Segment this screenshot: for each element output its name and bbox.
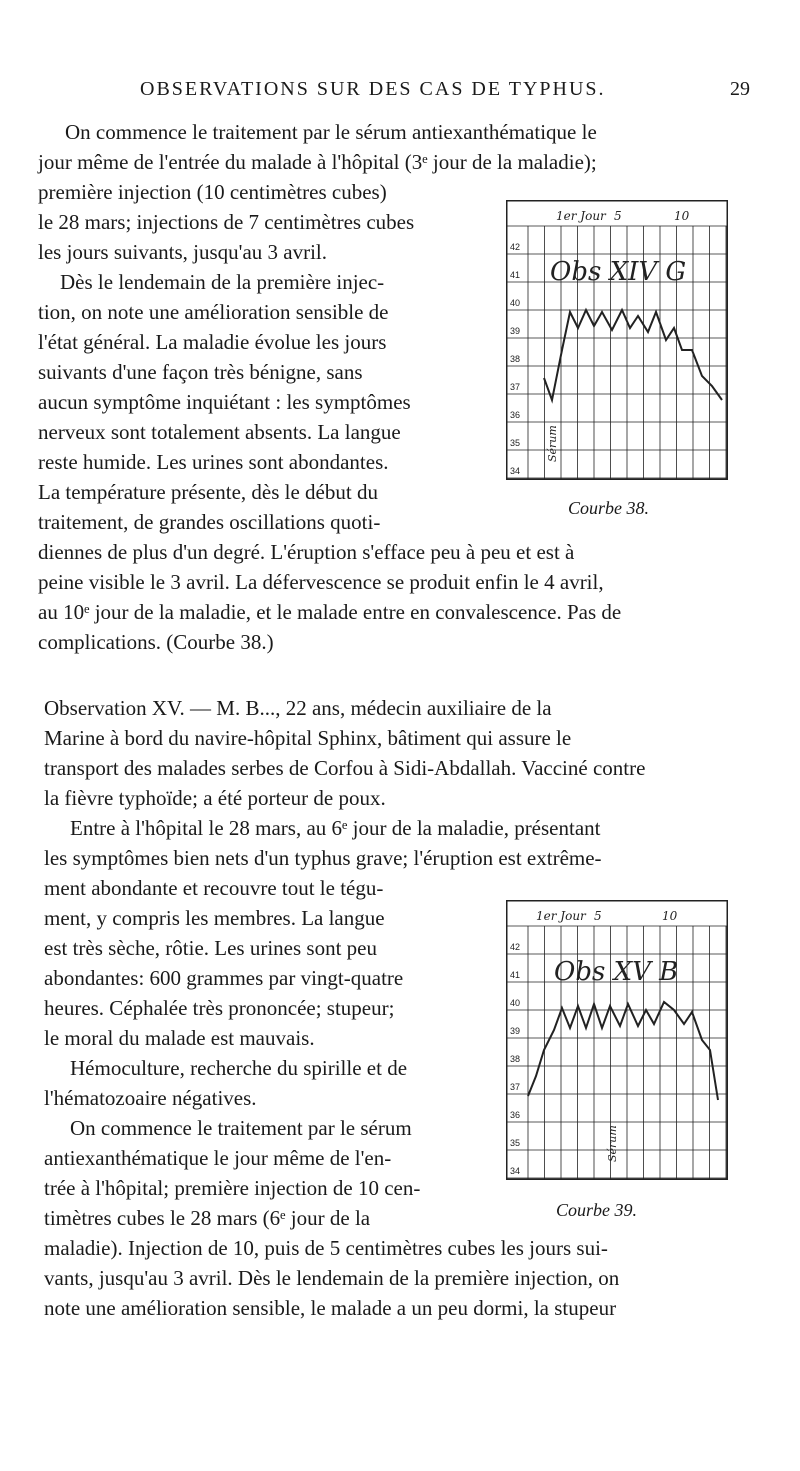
day-10-mark: 10 [674,209,690,223]
text-line: ment, y compris les membres. La langue [44,906,385,930]
text-line: le 28 mars; injections de 7 centimètres cubes [38,210,415,234]
tick-37: 37 [510,1082,521,1092]
text-line: ment abondante et recouvre tout le tégu- [44,876,384,900]
text-line: reste humide. Les urines sont abondantes. [38,450,389,474]
text-line: abondantes: 600 grammes par vingt-quatre [44,966,404,990]
figure-caption-38: Courbe 38. [568,498,649,518]
text-line: peine visible le 3 avril. La défervescence se produit enfin le 4 avril, [38,570,604,594]
text-line: Entre à l'hôpital le 28 mars, au 6ᵉ jour de la maladie, présentant [70,816,601,840]
text-line: l'hématozoaire négatives. [44,1086,257,1110]
running-title: OBSERVATIONS SUR DES CAS DE TYPHUS. [140,78,606,100]
text-line: trée à l'hôpital; première injection de 10 cen- [44,1176,421,1200]
text-line: Marine à bord du navire-hôpital Sphinx, bâtiment qui assure le [44,726,572,750]
tick-38: 38 [510,1054,521,1064]
text-line: transport des malades serbes de Corfou à Sidi-Abdallah. Vacciné contre [44,756,646,780]
text-line: traitement, de grandes oscillations quoti- [38,510,381,534]
day-10-mark: 10 [662,909,678,923]
text-line: aucun symptôme inquiétant : les symptômes [38,390,411,414]
text-line: heures. Céphalée très prononcée; stupeur; [44,996,395,1020]
text-line: On commence le traitement par le sérum antiexanthématique le [65,120,597,144]
text-line: le moral du malade est mauvais. [44,1026,315,1050]
text-line: Observation XV. — M. B..., 22 ans, médecin auxiliaire de la [44,696,552,720]
text-line: nerveux sont totalement absents. La langue [38,420,401,444]
text-line: Dès le lendemain de la première injec- [60,270,385,294]
tick-36: 36 [510,410,521,420]
text-line: l'état général. La maladie évolue les jours [38,330,387,354]
observation-label: Obs XV B [554,957,679,987]
text-line: La température présente, dès le début du [38,480,378,504]
text-line: la fièvre typhoïde; a été porteur de poux. [44,786,386,810]
tick-42: 42 [510,942,521,952]
tick-35: 35 [510,438,521,448]
temperature-chart-38 [506,200,728,480]
text-line: On commence le traitement par le sérum [70,1116,412,1140]
tick-41: 41 [510,270,521,280]
text-line: est très sèche, rôtie. Les urines sont peu [44,936,377,960]
text-line: Hémoculture, recherche du spirille et de [70,1056,408,1080]
tick-40: 40 [510,298,521,308]
first-day-label: 1er Jour [536,909,586,923]
tick-34: 34 [510,466,521,476]
text-line: jour même de l'entrée du malade à l'hôpital (3ᵉ jour de la maladie); [38,150,597,174]
text-line: première injection (10 centimètres cubes) [38,180,387,204]
tick-36: 36 [510,1110,521,1120]
text-line: vants, jusqu'au 3 avril. Dès le lendemain de la première injection, on [44,1266,620,1290]
running-header [0,78,800,108]
text-line: suivants d'une façon très bénigne, sans [38,360,363,384]
text-line: maladie). Injection de 10, puis de 5 centimètres cubes les jours sui- [44,1236,608,1260]
day-5-mark: 5 [614,209,622,223]
tick-35: 35 [510,1138,521,1148]
serum-label: Sérum [606,1125,619,1162]
tick-39: 39 [510,326,521,336]
day-5-mark: 5 [594,909,602,923]
text-line: au 10ᵉ jour de la maladie, et le malade entre en convalescence. Pas de [38,600,622,624]
observation-label: Obs XIV G [550,257,687,287]
text-line: note une amélioration sensible, le malade a un peu dormi, la stupeur [44,1296,617,1320]
tick-42: 42 [510,242,521,252]
tick-37: 37 [510,382,521,392]
page-number: 29 [730,78,750,100]
text-line: complications. (Courbe 38.) [38,630,274,654]
temperature-curve-38 [544,310,722,400]
text-line: timètres cubes le 28 mars (6ᵉ jour de la [44,1206,371,1230]
tick-34: 34 [510,1166,521,1176]
text-line: diennes de plus d'un degré. L'éruption s'efface peu à peu et est à [38,540,575,564]
temperature-curve-39 [528,1002,718,1100]
tick-41: 41 [510,970,521,980]
text-line: les jours suivants, jusqu'au 3 avril. [38,240,328,264]
figure-caption-39: Courbe 39. [556,1200,637,1220]
text-line: antiexanthématique le jour même de l'en- [44,1146,392,1170]
tick-39: 39 [510,1026,521,1036]
tick-40: 40 [510,998,521,1008]
temperature-chart-39 [506,900,728,1180]
tick-38: 38 [510,354,521,364]
serum-label: Sérum [546,425,559,462]
text-line: les symptômes bien nets d'un typhus grave; l'éruption est extrême- [44,846,602,870]
first-day-label: 1er Jour [556,209,606,223]
text-line: tion, on note une amélioration sensible de [38,300,389,324]
